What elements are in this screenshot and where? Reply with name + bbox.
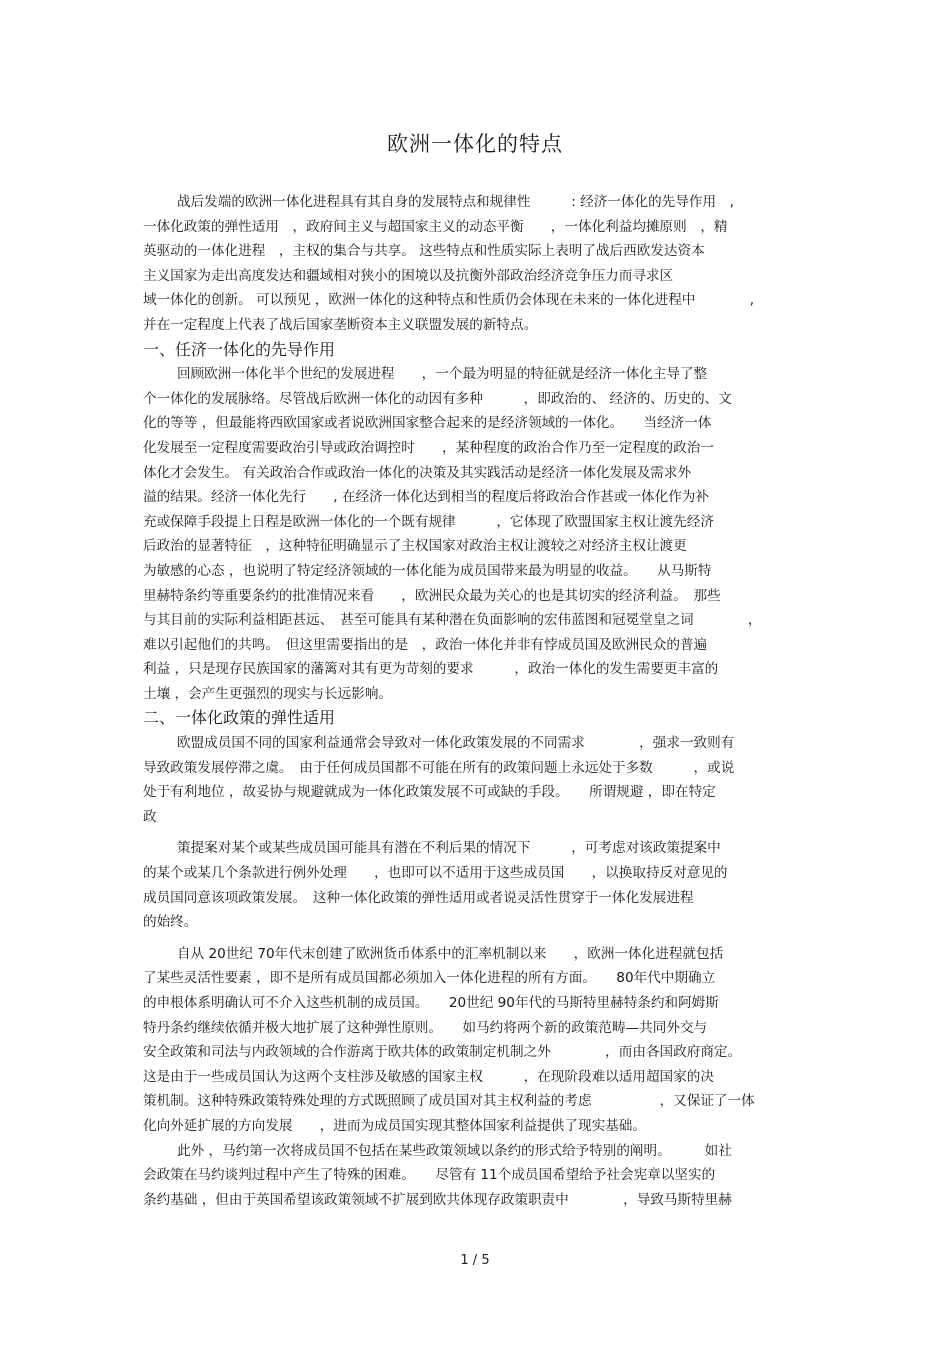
text-line: 利益 ，只是现存民族国家的藩篱对其有更为苛刻的要求 ，政治一体化的发生需要更丰富的 bbox=[143, 661, 719, 678]
document-body bbox=[143, 190, 807, 1212]
text-line: 的始终。 bbox=[143, 914, 198, 931]
text-line: 处于有利地位 ，故妥协与规避就成为一体化政策发展不可或缺的手段。 所谓规避 ，即在特定 bbox=[143, 784, 716, 801]
intro-paragraph bbox=[143, 190, 807, 338]
text-line: 成员国同意该项政策发展。 这种一体化政策的弹性适用或者说灵活性贯穿于一体化发展进程 bbox=[143, 889, 694, 906]
text-line: 策机制。这种特殊政策特殊处理的方式既照顾了成员国对其主权利益的考虑 ，又保证了一体 bbox=[143, 1093, 755, 1110]
section-1-paragraph bbox=[143, 362, 807, 706]
text-line: 土壤 ，会产生更强烈的现实与长远影响。 bbox=[143, 685, 393, 702]
text-line: 安全政策和司法与内政领域的合作游离于欧共体的政策制定机制之外 ，而由各国政府商定。 bbox=[143, 1044, 742, 1061]
text-line: 的某个或某几个条款进行例外处理 ，也即可以不适用于这些成员国 ，以换取持反对意见的 bbox=[143, 865, 728, 882]
text-line: 导致政策发展停滞之虞。 由于任何成员国都不可能在所有的政策问题上永远处于多数 ，或说 bbox=[143, 759, 735, 776]
text-line: 会政策在马约谈判过程中产生了特殊的困难。 尽管有 11个成员国希望给予社会宪章以坚实的 bbox=[143, 1167, 716, 1184]
text-line: 域一体化的创新。 可以预见 ，欧洲一体化的这种特点和性质仍会体现在未来的一体化进程中 , bbox=[143, 292, 755, 309]
text-line: 策提案对某个或某些成员国可能具有潜在不利后果的情况下 ，可考虑对该政策提案中 bbox=[177, 840, 721, 857]
text-line: 回顾欧洲一体化半个世纪的发展进程 ，一个最为明显的特征就是经济一体化主导了整 bbox=[177, 366, 708, 383]
page-number: 1 / 5 bbox=[460, 1253, 490, 1268]
text-line: 并在一定程度上代表了战后国家垄断资本主义联盟发展的新特点。 bbox=[143, 316, 538, 333]
text-line: 此外 ，马约第一次将成员国不包括在某些政策领域以条约的形式给予特别的阐明。 如社 bbox=[177, 1142, 732, 1159]
text-line: 个一体化的发展脉络。尽管战后欧洲一体化的动因有多种 ，即政治的、 经济的、历史的、文 bbox=[143, 390, 732, 407]
section-2-paragraph-1 bbox=[143, 731, 807, 829]
text-line: 充或保障手段提上日程是欧洲一体化的一个既有规律 ，它体现了欧盟国家主权让渡先经济 bbox=[143, 513, 714, 530]
text-line: 溢的结果。经济一体化先行 , 在经济一体化达到相当的程度后将政治合作甚或一体化作为补 bbox=[143, 489, 709, 506]
text-line: 政 bbox=[143, 808, 157, 825]
text-line: 一体化政策的弹性适用 ，政府间主义与超国家主义的动态平衡 ，一体化利益均摊原则 ，精 bbox=[143, 218, 728, 235]
text-line: 后政治的显著特征 ，这种特征明确显示了主权国家对政治主权让渡较之对经济主权让渡更 bbox=[143, 538, 687, 555]
text-line: 战后发端的欧洲一体化进程具有其自身的发展特点和规律性 : 经济一体化的先导作用 , bbox=[177, 194, 734, 210]
text-line: 这是由于一些成员国认为这两个支柱涉及敏感的国家主权 ，在现阶段难以适用超国家的决 bbox=[143, 1068, 714, 1085]
text-line: 自从 20世纪 70年代末创建了欧洲货币体系中的汇率机制以来 ，欧洲一体化进程就包括 bbox=[177, 945, 724, 962]
text-line: 难以引起他们的共鸣。 但这里需要指出的是 ，政治一体化并非有悖成员国及欧洲民众的普遍 bbox=[143, 636, 708, 653]
text-line: 体化才会发生。 有关政治合作或政治一体化的决策及其实践活动是经济一体化发展及需求外 bbox=[143, 464, 692, 481]
text-line: 化向外延扩展的方向发展 ，进而为成员国实现其整体国家利益提供了现实基础。 bbox=[143, 1117, 646, 1134]
text-line: 为敏感的心态 ，也说明了特定经济领域的一体化能为成员国带来最为明显的收益。 从马斯特 bbox=[143, 562, 712, 579]
section-2-paragraph-2 bbox=[143, 836, 807, 934]
document-title: 欧洲一体化的特点 bbox=[387, 132, 563, 156]
text-line: 条约基础 ，但由于英国希望该政策领域不扩展到欧共体现存政策职责中 ，导致马斯特里赫 bbox=[143, 1191, 732, 1208]
text-line: 了某些灵活性要素 ，即不是所有成员国都必须加入一体化进程的所有方面。 80年代中期确立 bbox=[143, 970, 716, 987]
text-line: 化发展至一定程度需要政治引导或政治调控时 ，某种程度的政治合作乃至一定程度的政治一 bbox=[143, 439, 714, 456]
section-heading-1: 一、任济一体化的先导作用 bbox=[143, 339, 336, 359]
section-2-paragraph-4 bbox=[143, 1139, 807, 1213]
section-heading-2: 二、一体化政策的弹性适用 bbox=[143, 708, 336, 728]
text-line: 与其目前的实际利益相距甚远、 甚至可能具有某种潜在负面影响的宏伟蓝图和冠冕堂皇之词 ， bbox=[143, 612, 762, 629]
text-line: 欧盟成员国不同的国家利益通常会导致对一体化政策发展的不同需求 ，强求一致则有 bbox=[177, 735, 735, 752]
section-2-paragraph-3 bbox=[143, 942, 807, 1139]
text-line: 主义国家为走出高度发达和疆域相对狭小的困境以及抗衡外部政治经济竞争压力而寻求区 bbox=[143, 267, 674, 284]
text-line: 英驱动的一体化进程 ，主权的集合与共享。 这些特点和性质实际上表明了战后西欧发达资本 bbox=[143, 243, 705, 260]
text-line: 特丹条约继续依循并极大地扩展了这种弹性原则。 如马约将两个新的政策范畴—共同外交与 bbox=[143, 1019, 708, 1036]
text-line: 的申根体系明确认可不介入这些机制的成员国。 20世纪 90年代的马斯特里赫特条约和阿姆斯 bbox=[143, 995, 719, 1011]
text-line: 里赫特条约等重要条约的批准情况来看 ，欧洲民众最为关心的也是其切实的经济利益。 那些 bbox=[143, 587, 721, 604]
text-line: 化的等等 ，但最能将西欧国家或者说欧洲国家整合起来的是经济领域的一体化。 当经济一体 bbox=[143, 415, 712, 432]
